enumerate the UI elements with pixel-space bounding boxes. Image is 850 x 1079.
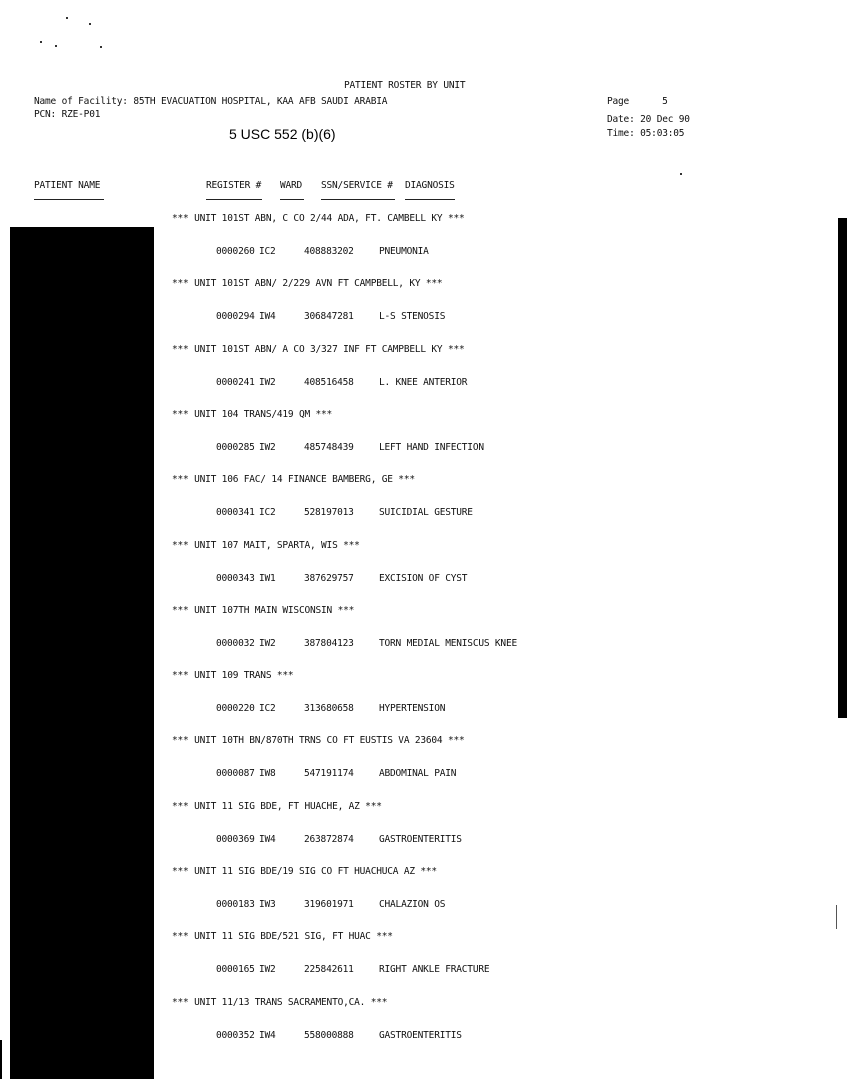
diagnosis-text: LEFT HAND INFECTION — [379, 442, 484, 453]
diagnosis-text: RIGHT ANKLE FRACTURE — [379, 964, 490, 975]
scan-speck — [55, 45, 57, 47]
ssn-number: 319601971 — [304, 899, 354, 910]
unit-heading: *** UNIT 11 SIG BDE, FT HUACHE, AZ *** — [172, 801, 382, 812]
ward-code: IW2 — [259, 442, 276, 453]
scan-speck — [680, 173, 682, 175]
column-header-ssn: SSN/SERVICE # — [321, 180, 393, 191]
ssn-number: 263872874 — [304, 834, 354, 845]
unit-heading: *** UNIT 104 TRANS/419 QM *** — [172, 409, 333, 420]
register-number: 0000220 — [216, 703, 255, 714]
column-header-register: REGISTER # — [206, 180, 262, 191]
column-header-diagnosis: DIAGNOSIS — [405, 180, 455, 191]
register-number: 0000294 — [216, 311, 255, 322]
column-underline — [280, 199, 304, 200]
scan-speck — [66, 17, 68, 19]
register-number: 0000285 — [216, 442, 255, 453]
ward-code: IW1 — [259, 573, 276, 584]
exemption-stamp: 5 USC 552 (b)(6) — [229, 126, 336, 142]
column-underline — [206, 199, 262, 200]
unit-heading: *** UNIT 10TH BN/870TH TRNS CO FT EUSTIS VA 23604 *** — [172, 735, 465, 746]
ward-code: IW4 — [259, 311, 276, 322]
ward-code: IW8 — [259, 768, 276, 779]
ward-code: IC2 — [259, 507, 276, 518]
register-number: 0000352 — [216, 1030, 255, 1041]
diagnosis-text: L. KNEE ANTERIOR — [379, 377, 468, 388]
register-number: 0000343 — [216, 573, 255, 584]
unit-heading: *** UNIT 107 MAIT, SPARTA, WIS *** — [172, 540, 360, 551]
unit-heading: *** UNIT 107TH MAIN WISCONSIN *** — [172, 605, 355, 616]
register-number: 0000260 — [216, 246, 255, 257]
ward-code: IC2 — [259, 703, 276, 714]
diagnosis-text: ABDOMINAL PAIN — [379, 768, 457, 779]
ward-code: IW2 — [259, 638, 276, 649]
unit-heading: *** UNIT 11/13 TRANS SACRAMENTO,CA. *** — [172, 997, 388, 1008]
pcn-label: PCN: — [34, 109, 57, 120]
scan-border-mark — [0, 1040, 2, 1079]
column-header-ward: WARD — [280, 180, 303, 191]
time-label: Time: — [607, 128, 635, 139]
scan-speck — [89, 23, 91, 25]
page-number: 5 — [662, 96, 668, 107]
column-underline — [321, 199, 395, 200]
column-underline — [405, 199, 455, 200]
register-number: 0000369 — [216, 834, 255, 845]
facility-label: Name of Facility: — [34, 96, 128, 107]
scan-border-mark — [836, 905, 837, 929]
facility-value: 85TH EVACUATION HOSPITAL, KAA AFB SAUDI ARABIA — [133, 96, 388, 107]
ward-code: IW2 — [259, 377, 276, 388]
register-number: 0000032 — [216, 638, 255, 649]
register-number: 0000165 — [216, 964, 255, 975]
ssn-number: 528197013 — [304, 507, 354, 518]
ssn-number: 313680658 — [304, 703, 354, 714]
diagnosis-text: GASTROENTERITIS — [379, 1030, 462, 1041]
ssn-number: 387629757 — [304, 573, 354, 584]
unit-heading: *** UNIT 11 SIG BDE/19 SIG CO FT HUACHUCA AZ *** — [172, 866, 437, 877]
ssn-number: 225842611 — [304, 964, 354, 975]
ssn-number: 558000888 — [304, 1030, 354, 1041]
ssn-number: 306847281 — [304, 311, 354, 322]
ward-code: IW4 — [259, 1030, 276, 1041]
scan-border-mark — [838, 218, 847, 718]
unit-heading: *** UNIT 101ST ABN/ 2/229 AVN FT CAMPBELL, KY *** — [172, 278, 443, 289]
diagnosis-text: EXCISION OF CYST — [379, 573, 468, 584]
ssn-number: 408516458 — [304, 377, 354, 388]
diagnosis-text: CHALAZION OS — [379, 899, 446, 910]
time-line — [607, 128, 684, 139]
diagnosis-text: TORN MEDIAL MENISCUS KNEE — [379, 638, 517, 649]
pcn-value: RZE-P01 — [61, 109, 101, 120]
page-line — [607, 96, 668, 107]
ward-code: IW2 — [259, 964, 276, 975]
facility-line — [34, 96, 387, 107]
unit-heading: *** UNIT 101ST ABN/ A CO 3/327 INF FT CAMPBELL KY *** — [172, 344, 465, 355]
date-line — [607, 114, 690, 125]
ward-code: IW3 — [259, 899, 276, 910]
ssn-number: 485748439 — [304, 442, 354, 453]
date-label: Date: — [607, 114, 635, 125]
diagnosis-text: GASTROENTERITIS — [379, 834, 462, 845]
register-number: 0000183 — [216, 899, 255, 910]
unit-heading: *** UNIT 101ST ABN, C CO 2/44 ADA, FT. CAMBELL KY *** — [172, 213, 465, 224]
ssn-number: 387804123 — [304, 638, 354, 649]
scan-speck — [40, 41, 42, 43]
diagnosis-text: L-S STENOSIS — [379, 311, 446, 322]
ssn-number: 408883202 — [304, 246, 354, 257]
scan-speck — [100, 46, 102, 48]
date-value: 20 Dec 90 — [640, 114, 690, 125]
ssn-number: 547191174 — [304, 768, 354, 779]
column-underline — [34, 199, 104, 200]
column-header-patient-name: PATIENT NAME — [34, 180, 101, 191]
unit-heading: *** UNIT 109 TRANS *** — [172, 670, 294, 681]
register-number: 0000241 — [216, 377, 255, 388]
patient-name-redaction — [10, 227, 154, 1079]
report-title: PATIENT ROSTER BY UNIT — [344, 80, 466, 91]
unit-heading: *** UNIT 106 FAC/ 14 FINANCE BAMBERG, GE *** — [172, 474, 415, 485]
diagnosis-text: HYPERTENSION — [379, 703, 446, 714]
register-number: 0000087 — [216, 768, 255, 779]
time-value: 05:03:05 — [640, 128, 685, 139]
diagnosis-text: PNEUMONIA — [379, 246, 429, 257]
diagnosis-text: SUICIDIAL GESTURE — [379, 507, 473, 518]
pcn-line — [34, 109, 100, 120]
ward-code: IC2 — [259, 246, 276, 257]
unit-heading: *** UNIT 11 SIG BDE/521 SIG, FT HUAC *** — [172, 931, 393, 942]
register-number: 0000341 — [216, 507, 255, 518]
page-label: Page — [607, 96, 630, 107]
ward-code: IW4 — [259, 834, 276, 845]
